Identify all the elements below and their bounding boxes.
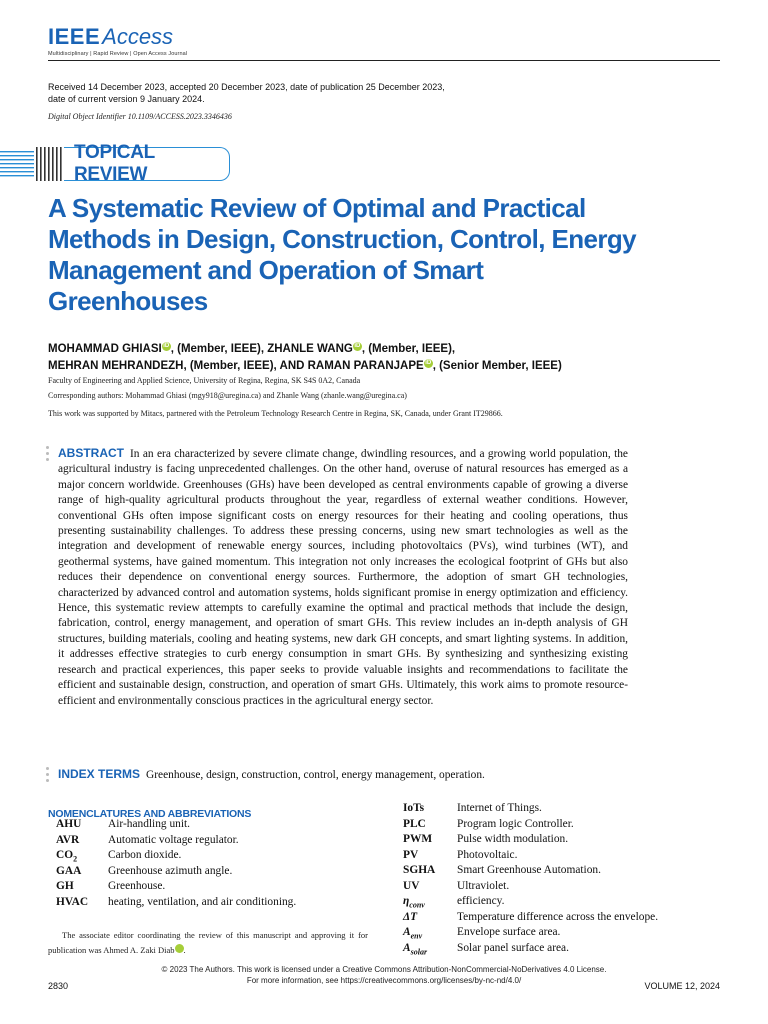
nomenclature-row [56,864,296,880]
index-terms-label: INDEX TERMS [58,767,141,781]
author-role: , (Member, IEEE), [170,343,268,355]
nomenclature-abbr: $A_{env}$ [403,926,423,941]
nomenclature-abbr: GH [56,880,74,892]
orcid-icon[interactable]: iD [425,360,432,367]
journal-logo [48,24,187,50]
abstract-text: In an era characterized by severe climate change, dwindling resources, and a growing world population, the agricultural industry is facing unprecedented challenges. On the other hand, overuse of natural resources has emerged as a major concern worldwide. Greenhouses (GHs) have been developed as central environments capable of growing a diverse range of high-quality agricultural products throughout the year, regardless of external weather conditions. However, conventional GHs often impose significant costs on energy resources for their heating and cooling operations, thus presenting sustainability challenges. To address these pressing concerns, using new smart technologies as well as the integration and development of renewable energy sources, including photovoltaics (PVs), wind turbines (WT), and geothermal systems, have gained momentum. This integration not only increases the ecological footprint of GHs but also reduces their dependence on conventional energy sources. Furthermore, the adoption of smart GH technologies, characterized by advanced control and automation systems, holds significant promise in energy optimization and efficiency. Hence, this systematic review attempts to carefully examine the optimal and practical methods that include the design, fabrication, control, energy management, and operation of smart GHs. This review includes an in-depth analysis of GH structures, building materials, cooling and heating systems, new dark GH concepts, and smart lighting systems. In addition, it addresses effective strategies to curb energy consumption in smart GHs. By synthesizing and synthesizing existing research and practical experiences, this paper seeks to provide valuable insights and recommendations to facilitate the efficient and sustainable design, construction, and operation of smart GHs. Ultimately, this work aims to promote resource-efficient and environmentally conscious practices in the agricultural energy sector. [58,448,628,707]
nomenclature-abbr: IoTs [403,802,425,814]
author-role: , (Senior Member, IEEE) [432,360,562,372]
license-line-1: © 2023 The Authors. This work is licensed under a Creative Commons Attribution-NonCommercial-NoDerivatives 4.0 License. [161,965,607,974]
corresponding-authors: Corresponding authors: Mohammad Ghiasi (mgy918@uregina.ca) and Zhanle Wang (zhanle.wang@uregina.ca) [48,391,407,400]
nomenclature-row [403,832,658,848]
nomenclature-list-right [403,801,658,956]
nomenclature-abbr: PWM [403,833,433,845]
nomenclature-abbr: ΔT [403,910,418,923]
volume-label: VOLUME 12, 2024 [644,981,720,991]
nomenclature-abbr: $CO_2$ [56,849,78,864]
nomenclature-row [56,833,296,849]
nomenclature-row [403,879,658,895]
logo-ieee-text: IEEE [48,24,101,49]
nomenclature-abbr: AVR [56,833,80,846]
nomenclature-def: Carbon dioxide. [108,849,182,861]
page-number: 2830 [48,981,69,991]
logo-access-text: Access [102,24,174,49]
nomenclature-def: Pulse width modulation. [457,833,569,845]
nomenclature-def: heating, ventilation, and air conditioning. [108,895,297,908]
nomenclature-def: Internet of Things. [457,802,542,814]
nomenclature-def: Greenhouse azimuth angle. [108,864,233,877]
editor-note: The associate editor coordinating the review of this manuscript and approving it for publication was Ahmed A. Zaki Diab iD. [48,930,368,955]
abstract-marker-icon [46,446,52,464]
abstract [58,446,628,709]
orcid-icon[interactable]: iD [354,343,361,350]
funding-statement: This work was supported by Mitacs, partnered with the Petroleum Technology Research Centre in Regina, SK, Canada, under Grant IT29866. [48,409,503,418]
journal-header [48,24,187,57]
author-list [48,341,688,375]
license-link[interactable]: For more information, see https://creativecommons.org/licenses/by-nc-nd/4.0/ [246,976,522,985]
nomenclature-def: Program logic Controller. [457,817,574,830]
nomenclature-abbr: $\eta_{conv}$ [403,895,425,910]
nomenclature-abbr: GAA [56,864,82,877]
index-terms [58,767,485,781]
nomenclature-abbr: PLC [403,817,426,830]
author-name: MOHAMMAD GHIASI [48,343,162,355]
nomenclature-def: Air-handling unit. [108,818,191,830]
nomenclature-def: Greenhouse. [108,880,166,892]
author-role: , (Member, IEEE), [361,343,456,355]
nomenclature-row [56,879,296,895]
nomenclature-row [403,894,658,910]
index-terms-text: Greenhouse, design, construction, control, energy management, operation. [146,769,485,781]
dates-line-1: Received 14 December 2023, accepted 20 December 2023, date of publication 25 December 2023, [48,82,445,92]
section-banner [0,142,230,185]
abstract-label: ABSTRACT [58,446,124,460]
nomenclature-abbr: SGHA [403,864,436,876]
nomenclature-def: Temperature difference across the envelope. [457,910,659,923]
nomenclature-abbr: PV [403,848,419,861]
nomenclature-row [403,801,658,817]
nomenclature-def: Smart Greenhouse Automation. [457,864,601,876]
nomenclature-row [56,895,296,911]
banner-stripes-icon [0,147,64,181]
nomenclature-row [403,941,658,957]
nomenclature-row [403,910,658,926]
nomenclature-heading: NOMENCLATURES AND ABBREVIATIONS [48,808,252,820]
nomenclature-row [403,848,658,864]
doi-link[interactable]: Digital Object Identifier 10.1109/ACCESS.2023.3346436 [48,112,232,121]
nomenclature-row [56,817,296,833]
nomenclature-def: Solar panel surface area. [457,941,569,954]
nomenclature-abbr: HVAC [56,895,89,908]
journal-tagline: Multidisciplinary | Rapid Review | Open Access Journal [48,51,188,57]
nomenclature-def: Envelope surface area. [457,926,561,938]
nomenclature-row [403,925,658,941]
nomenclature-abbr: UV [403,879,420,892]
editor-note-text: The associate editor coordinating the review of this manuscript and approving it for publication was Ahmed A. Zaki Diab [48,930,368,955]
orcid-icon[interactable]: iD [163,343,170,350]
nomenclature-abbr: $A_{solar}$ [403,941,428,956]
publication-dates [48,81,508,105]
orcid-icon[interactable]: iD [175,944,184,953]
paper-title: A Systematic Review of Optimal and Practical Methods in Design, Construction, Control, Energy Management and Operation of Smart Greenhouses [48,193,636,316]
affiliation: Faculty of Engineering and Applied Science, University of Regina, Regina, SK S4S 0A2, Canada [48,376,361,385]
index-terms-marker-icon [46,767,52,785]
nomenclature-row [403,863,658,879]
banner-label: TOPICAL REVIEW [64,147,230,181]
nomenclature-row [56,848,296,864]
author-name: ZHANLE WANG [267,343,353,355]
author-name: MEHRAN MEHRANDEZH, (Member, IEEE), AND RAMAN PARANJAPE [48,360,424,372]
nomenclature-row [403,817,658,833]
nomenclature-def: efficiency. [457,895,505,907]
header-divider [48,60,720,61]
dates-line-2: date of current version 9 January 2024. [48,94,205,104]
nomenclature-abbr: AHU [56,818,82,830]
nomenclature-list-left [56,817,296,910]
nomenclature-def: Photovoltaic. [457,848,518,861]
nomenclature-def: Automatic voltage regulator. [108,833,239,846]
nomenclature-def: Ultraviolet. [457,879,510,892]
